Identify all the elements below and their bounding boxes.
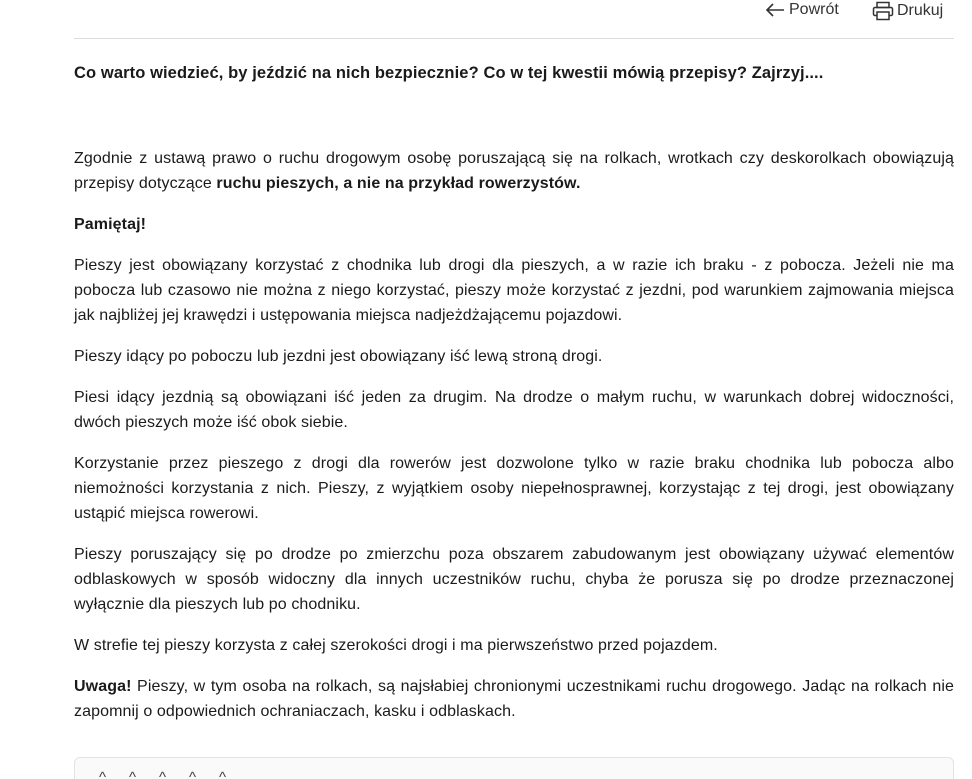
rating-star-1[interactable]: ^ xyxy=(99,769,107,779)
rating-star-3[interactable]: ^ xyxy=(159,769,167,779)
paragraph-warning xyxy=(74,674,954,724)
article-lead: Co warto wiedzieć, by jeździć na nich bezpiecznie? Co w tej kwestii mówią przepisy? Zajrzyj.... xyxy=(74,64,824,82)
paragraph-bike-path: Korzystanie przez pieszego z drogi dla rowerów jest dozwolone tylko w razie braku chodnika lub pobocza albo niemożności korzystania z nich. Pieszy, z wyjątkiem osoby niepełnosprawnej, korzystając z tej drogi, jest obowiązany ustąpić miejsca rowerowi. xyxy=(74,455,954,522)
warning-text: Pieszy, w tym osoba na rolkach, są najsłabiej chronionymi uczestnikami ruchu drogowego. Jadąc na rolkach nie zapomnij o odpowiednich ochraniaczach, kasku i odblaskach. xyxy=(74,678,954,720)
paragraph-left-side: Pieszy idący po poboczu lub jezdni jest obowiązany iść lewą stroną drogi. xyxy=(74,348,603,365)
paragraph-sidewalk: Pieszy jest obowiązany korzystać z chodnika lub drogi dla pieszych, a w razie ich braku - z pobocza. Jeżeli nie ma pobocza lub czasowo nie można z niego korzystać, pieszy może korzystać z jezdni, pod warunkiem zajmowania miejsca jak najbliżej jej krawędzi i ustępowania miejsca nadjeżdżającemu pojazdowi. xyxy=(74,257,954,324)
article-body xyxy=(74,146,954,740)
arrow-left-icon xyxy=(764,2,786,18)
paragraph-zone: W strefie tej pieszy korzysta z całej szerokości drogi i ma pierwszeństwo przed pojazdem. xyxy=(74,637,718,654)
paragraph-intro-text: Zgodnie z ustawą prawo o ruchu drogowym osobę poruszającą się na rolkach, wrotkach czy deskorolkach obowiązują przepisy dotyczące xyxy=(74,150,954,192)
remember-heading xyxy=(74,212,954,237)
paragraph-reflectors: Pieszy poruszający się po drodze po zmierzchu poza obszarem zabudowanym jest obowiązany używać elementów odblaskowych w sposób widoczny dla innych uczestników ruchu, chyba że porusza się po drodze przeznaczonej wyłącznie dla pieszych lub po chodniku. xyxy=(74,546,954,613)
printer-icon xyxy=(872,1,894,21)
rating-stars xyxy=(99,770,235,779)
remember-text: Pamiętaj! xyxy=(74,216,147,233)
print-button[interactable] xyxy=(872,1,943,21)
paragraph-single-file: Piesi idący jezdnią są obowiązani iść jeden za drugim. Na drodze o małym ruchu, w warunkach dobrej widoczności, dwóch pieszych może iść obok siebie. xyxy=(74,389,954,431)
rating-box xyxy=(74,757,954,779)
rating-star-5[interactable]: ^ xyxy=(219,769,227,779)
back-label: Powrót xyxy=(789,1,839,18)
paragraph-intro-bold: ruchu pieszych, a nie na przykład rowerzystów. xyxy=(216,175,581,192)
warning-label: Uwaga! xyxy=(74,678,132,695)
article-toolbar xyxy=(74,0,954,39)
paragraph-intro xyxy=(74,146,954,196)
back-button[interactable] xyxy=(764,1,839,19)
print-label: Drukuj xyxy=(897,2,944,19)
rating-star-4[interactable]: ^ xyxy=(189,769,197,779)
rating-star-2[interactable]: ^ xyxy=(129,769,137,779)
